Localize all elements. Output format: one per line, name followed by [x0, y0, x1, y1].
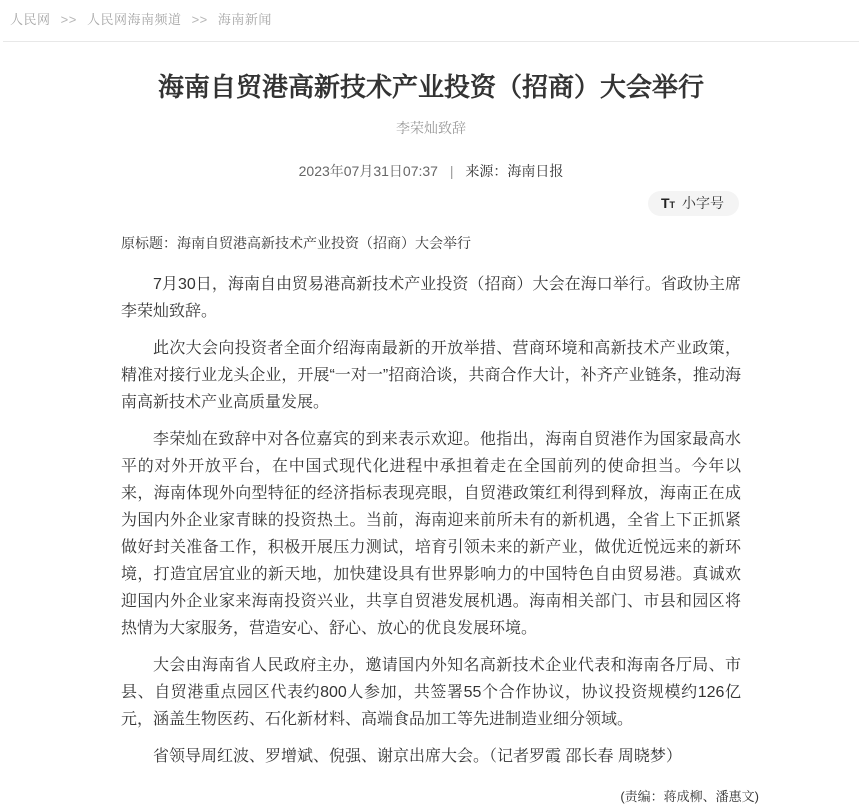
breadcrumb-link-hainan-channel[interactable]: 人民网海南频道: [86, 12, 182, 27]
article-subtitle: 李荣灿致辞: [396, 119, 466, 136]
source-label: 来源：: [465, 162, 508, 179]
article-meta: [121, 161, 741, 181]
page-title: 海南自贸港高新技术产业投资（招商）大会举行: [157, 72, 704, 102]
original-title-text: 海南自贸港高新技术产业投资（招商）大会举行: [177, 235, 471, 252]
article-body: [121, 271, 741, 770]
article-paragraph: 大会由海南省人民政府主办，邀请国内外知名高新技术企业代表和海南各厅局、市县、自贸港重点园区代表约800人参加，共签署55个合作协议，协议投资规模约126亿元，涵盖生物医药、石化新材料、高端食品加工等先进制造业细分领域。: [121, 657, 741, 729]
publish-date: 2023年07月31日07:37: [298, 162, 438, 179]
breadcrumb-separator: >>: [60, 12, 77, 27]
article-container: [121, 71, 759, 805]
breadcrumb-link-peoples-daily[interactable]: 人民网: [10, 12, 51, 27]
breadcrumb: [0, 0, 862, 35]
header-divider: [3, 41, 859, 42]
breadcrumb-separator: >>: [191, 12, 208, 27]
article-toolbar: [121, 191, 741, 217]
source-link[interactable]: 海南日报: [507, 162, 564, 179]
article-paragraph: 此次大会向投资者全面介绍海南最新的开放举措、营商环境和高新技术产业政策，精准对接行业龙头企业，开展“一对一”招商洽谈，共商合作大计，补齐产业链条，推动海南高新技术产业高质量发展。: [121, 340, 741, 412]
font-size-button-label: 小字号: [682, 194, 724, 211]
font-size-icon: TT: [660, 194, 675, 211]
original-title: [121, 233, 741, 253]
editor-credit: (责编：蒋成柳、潘惠文): [620, 789, 759, 805]
original-title-label: 原标题：: [121, 235, 177, 252]
font-size-button[interactable]: [648, 191, 739, 217]
article-paragraph: 省领导周红波、罗增斌、倪强、谢京出席大会。（记者罗霞 邵长春 周晓梦）: [153, 748, 682, 766]
article-paragraph: 7月30日，海南自由贸易港高新技术产业投资（招商）大会在海口举行。省政协主席李荣灿致辞。: [121, 276, 741, 321]
breadcrumb-link-hainan-news[interactable]: 海南新闻: [217, 12, 272, 27]
meta-separator: |: [449, 162, 454, 179]
article-paragraph: 李荣灿在致辞中对各位嘉宾的到来表示欢迎。他指出，海南自贸港作为国家最高水平的对外开放平台，在中国式现代化进程中承担着走在全国前列的使命担当。今年以来，海南体现外向型特征的经济指标表现亮眼，自贸港政策红利得到释放，海南正在成为国内外企业家青睐的投资热土。当前，海南迎来前所未有的新机遇，全省上下正抓紧做好封关准备工作，积极开展压力测试，培育引领未来的新产业，做优近悦远来的新环境，打造宜居宜业的新天地，加快建设具有世界影响力的中国特色自由贸易港。真诚欢迎国内外企业家来海南投资兴业，共享自贸港发展机遇。海南相关部门、市县和园区将热情为大家服务，营造安心、舒心、放心的优良发展环境。: [121, 431, 741, 638]
